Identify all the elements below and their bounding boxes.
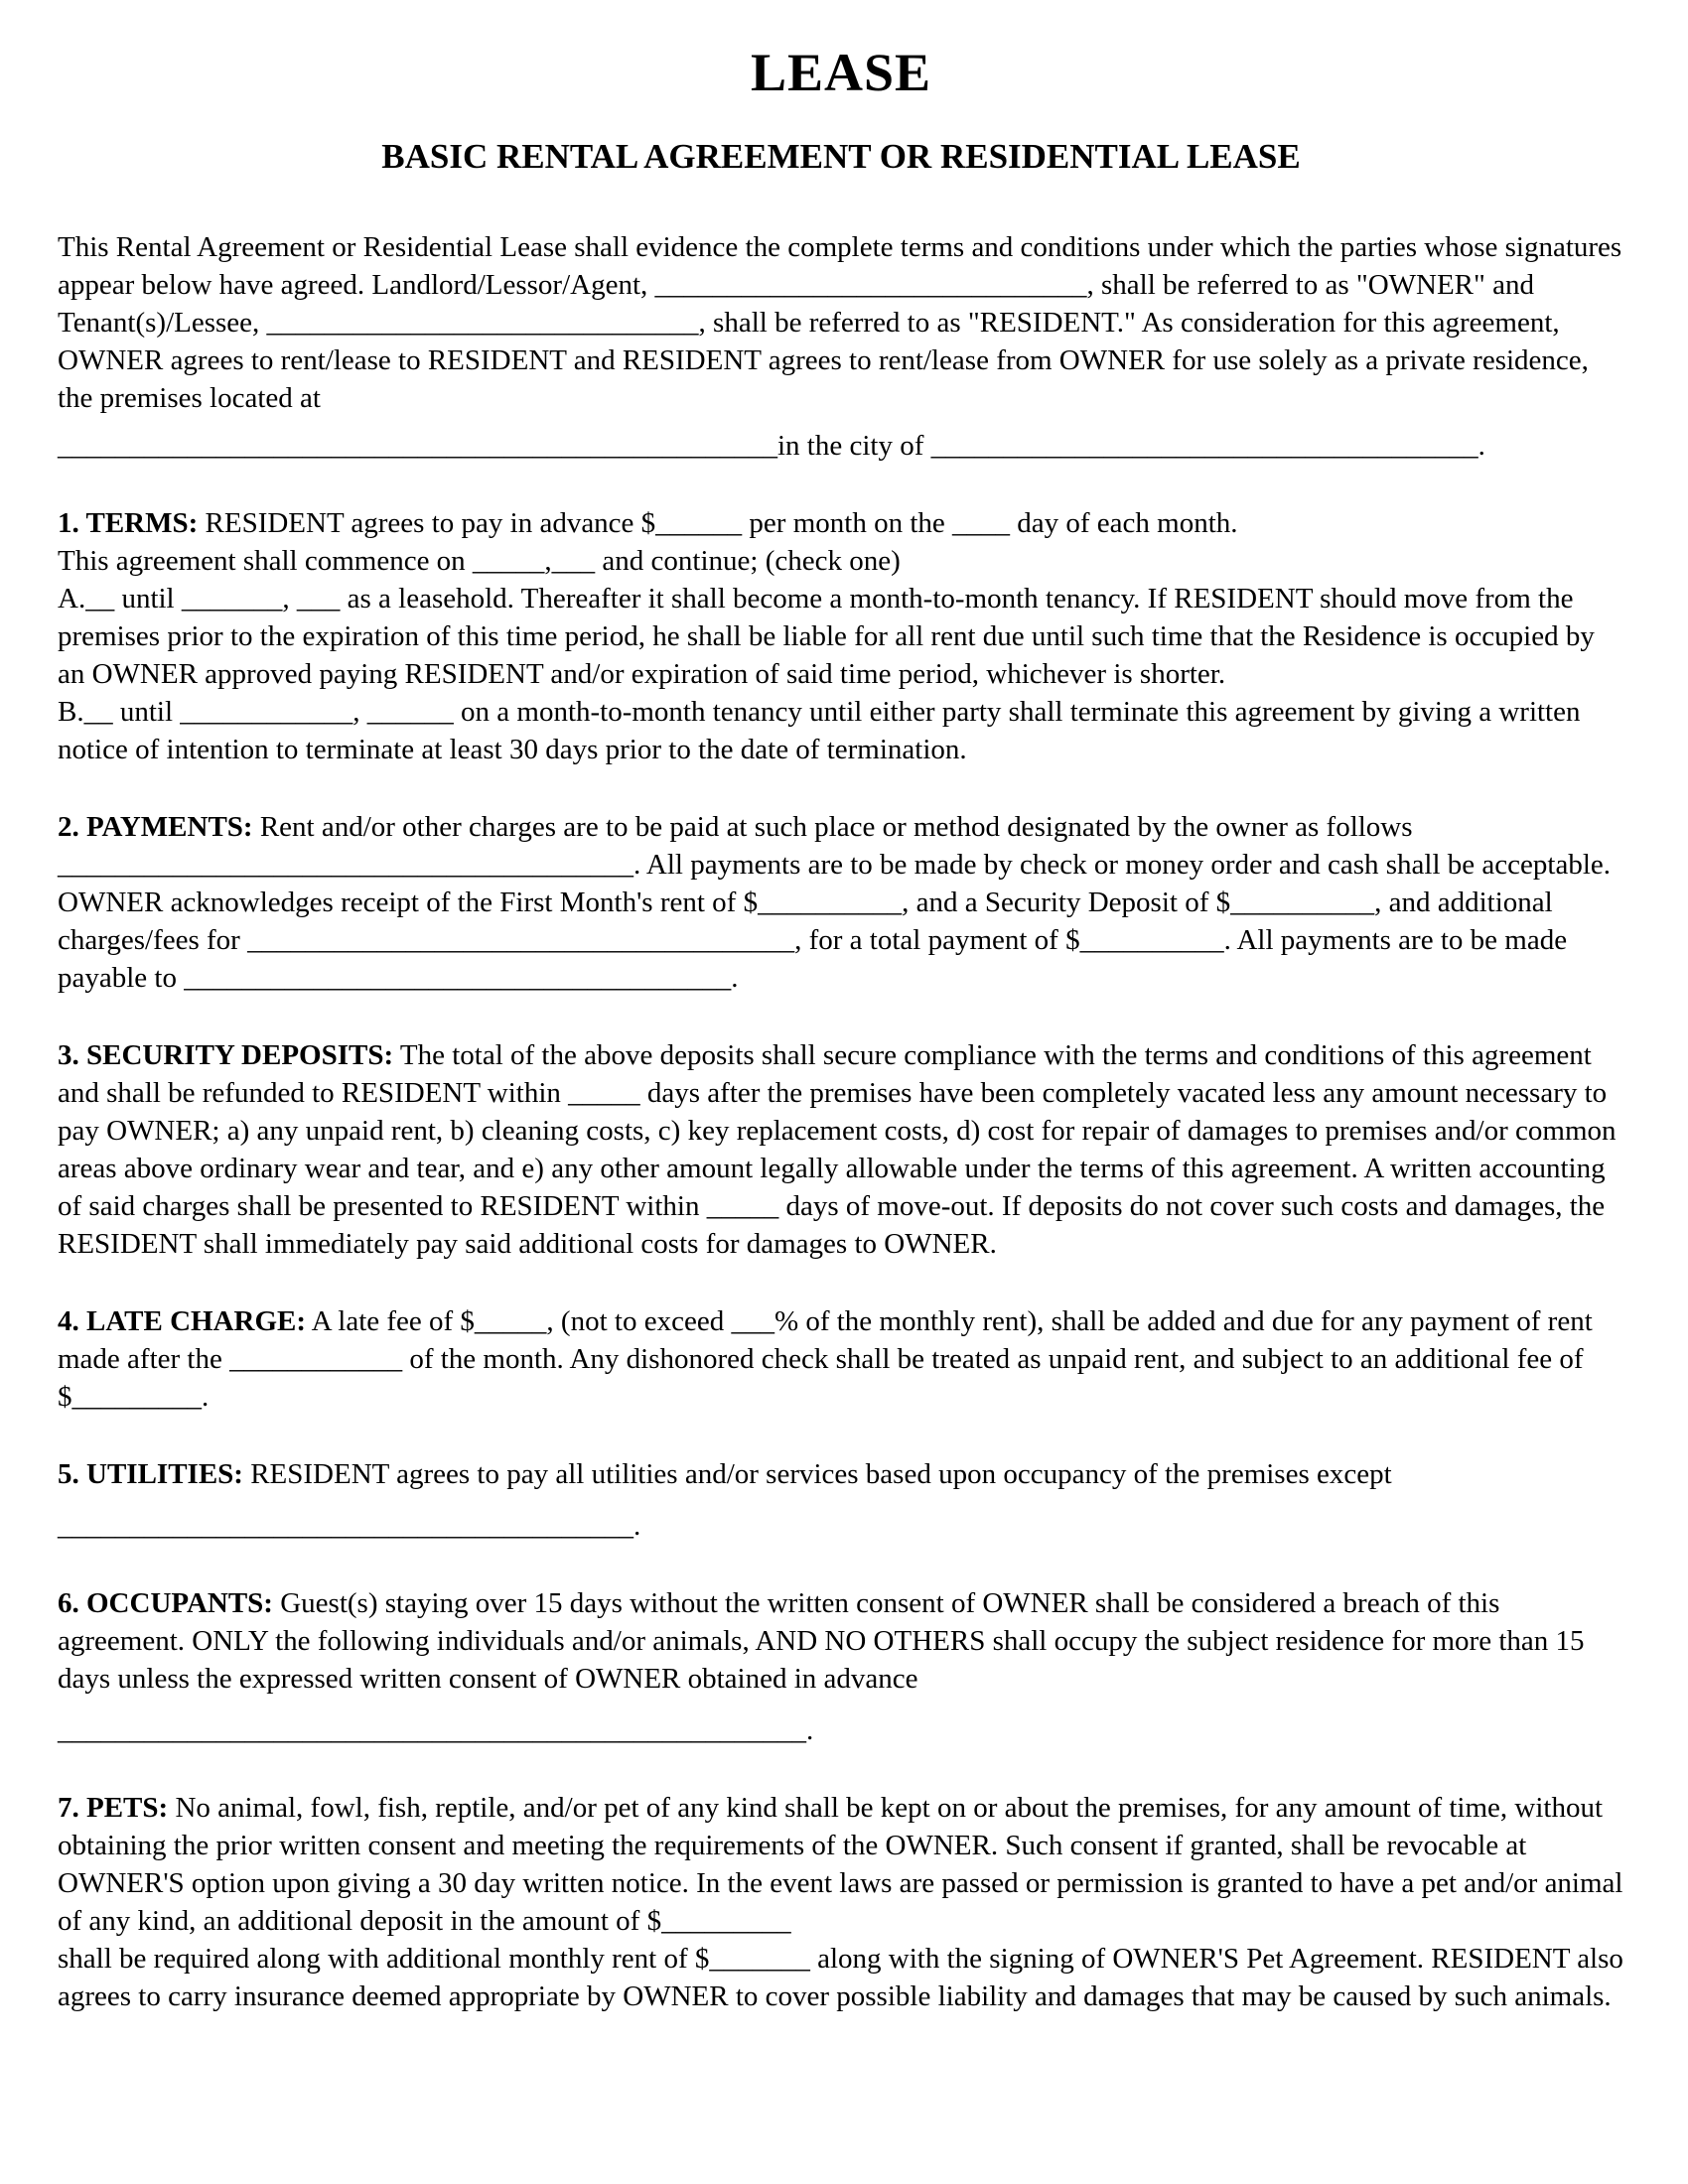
section-security-deposits	[58, 1036, 1624, 1263]
section-terms-heading: 1. TERMS:	[58, 506, 199, 539]
intro-section	[58, 228, 1624, 465]
section-late-charge-heading: 4. LATE CHARGE:	[58, 1304, 307, 1337]
section-utilities-blank-line: ________________________________________.	[58, 1509, 641, 1542]
section-pets-continuation: shall be required along with additional monthly rent of $_______ along with the signing of OWNER'S Pet Agreement. RESIDENT also agrees to carry insurance deemed appropriate by OWNER to cover possible liability and damages that may be caused by such animals.	[58, 1942, 1623, 2012]
section-terms	[58, 504, 1624, 768]
section-occupants-paragraph	[58, 1584, 1624, 1698]
section-pets-heading: 7. PETS:	[58, 1791, 169, 1824]
section-occupants-blank-line: ____________________________________________________.	[58, 1713, 814, 1746]
section-security-deposits-heading: 3. SECURITY DEPOSITS:	[58, 1038, 394, 1071]
section-utilities-lead: RESIDENT agrees to pay all utilities and/or services based upon occupancy of the premises except	[250, 1457, 1392, 1490]
section-utilities-paragraph	[58, 1455, 1624, 1493]
document-title: LEASE	[750, 43, 932, 102]
section-utilities-heading: 5. UTILITIES:	[58, 1457, 243, 1490]
section-payments-paragraph	[58, 808, 1624, 997]
section-late-charge	[58, 1302, 1624, 1416]
section-terms-paragraph	[58, 504, 1624, 542]
document-subtitle: BASIC RENTAL AGREEMENT OR RESIDENTIAL LEASE	[381, 137, 1301, 177]
section-pets-lead: No animal, fowl, fish, reptile, and/or pet of any kind shall be kept on or about the premises, for any amount of time, without obtaining the prior written consent and meeting the requirements of the OWNER. Such consent if granted, shall be revocable at OWNER'S option upon giving a 30 day written notice. In the event laws are passed or permission is granted to have a pet and/or animal of any kind, an additional deposit in the amount of $_________	[58, 1791, 1623, 1937]
section-payments-heading: 2. PAYMENTS:	[58, 810, 253, 843]
section-occupants	[58, 1584, 1624, 1749]
section-pets	[58, 1789, 1624, 2015]
section-occupants-lead: Guest(s) staying over 15 days without the written consent of OWNER shall be considered a breach of this agreement. ONLY the following individuals and/or animals, AND NO OTHERS shall occupy the subject residence for more than 15 days unless the expressed written consent of OWNER obtained in advance	[58, 1586, 1585, 1695]
section-late-charge-paragraph	[58, 1302, 1624, 1416]
section-terms-commence-line: This agreement shall commence on _____,___ and continue; (check one)	[58, 544, 901, 577]
section-utilities	[58, 1455, 1624, 1545]
section-security-deposits-lead: The total of the above deposits shall secure compliance with the terms and conditions of this agreement and shall be refunded to RESIDENT within _____ days after the premises have been completely vacated less any amount necessary to pay OWNER; a) any unpaid rent, b) cleaning costs, c) key replacement costs, d) cost for repair of damages to premises and/or common areas above ordinary wear and tear, and e) any other amount legally allowable under the terms of this agreement. A written accounting of said charges shall be presented to RESIDENT within _____ days of move-out. If deposits do not cover such costs and damages, the RESIDENT shall immediately pay said additional costs for damages to OWNER.	[58, 1038, 1617, 1260]
intro-paragraph: This Rental Agreement or Residential Lease shall evidence the complete terms and conditions under which the parties whose signatures appear below have agreed. Landlord/Lessor/Agent, ______________________________, shall be referred to as "OWNER" and Tenant(s)/Lessee, ______________________________, shall be referred to as "RESIDENT." As consideration for this agreement, OWNER agrees to rent/lease to RESIDENT and RESIDENT agrees to rent/lease from OWNER for use solely as a private residence, the premises located at	[58, 230, 1622, 414]
section-terms-lead: RESIDENT agrees to pay in advance $______ per month on the ____ day of each month.	[205, 506, 1238, 539]
section-late-charge-lead: A late fee of $_____, (not to exceed ___% of the monthly rent), shall be added and due for any payment of rent made after the ____________ of the month. Any dishonored check shall be treated as unpaid rent, and subject to an additional fee of $_________.	[58, 1304, 1593, 1413]
intro-premises-city-line: __________________________________________________in the city of ______________________________________.	[58, 429, 1485, 462]
section-security-deposits-paragraph	[58, 1036, 1624, 1263]
section-occupants-heading: 6. OCCUPANTS:	[58, 1586, 273, 1619]
section-terms-option-b: B.__ until ____________, ______ on a month-to-month tenancy until either party shall terminate this agreement by giving a written notice of intention to terminate at least 30 days prior to the date of termination.	[58, 695, 1581, 765]
section-terms-option-a: A.__ until _______, ___ as a leasehold. Thereafter it shall become a month-to-month tenancy. If RESIDENT should move from the premises prior to the expiration of this time period, he shall be liable for all rent due until such time that the Residence is occupied by an OWNER approved paying RESIDENT and/or expiration of said time period, whichever is shorter.	[58, 582, 1595, 690]
section-payments	[58, 808, 1624, 997]
section-payments-lead: Rent and/or other charges are to be paid at such place or method designated by the owner as follows ________________________________________. All payments are to be made by check or money order and cash shall be acceptable. OWNER acknowledges receipt of the First Month's rent of $__________, and a Security Deposit of $__________, and additional charges/fees for ______________________________________, for a total payment of $__________. All payments are to be made payable to ______________________________________.	[58, 810, 1612, 994]
section-pets-paragraph	[58, 1789, 1624, 1940]
